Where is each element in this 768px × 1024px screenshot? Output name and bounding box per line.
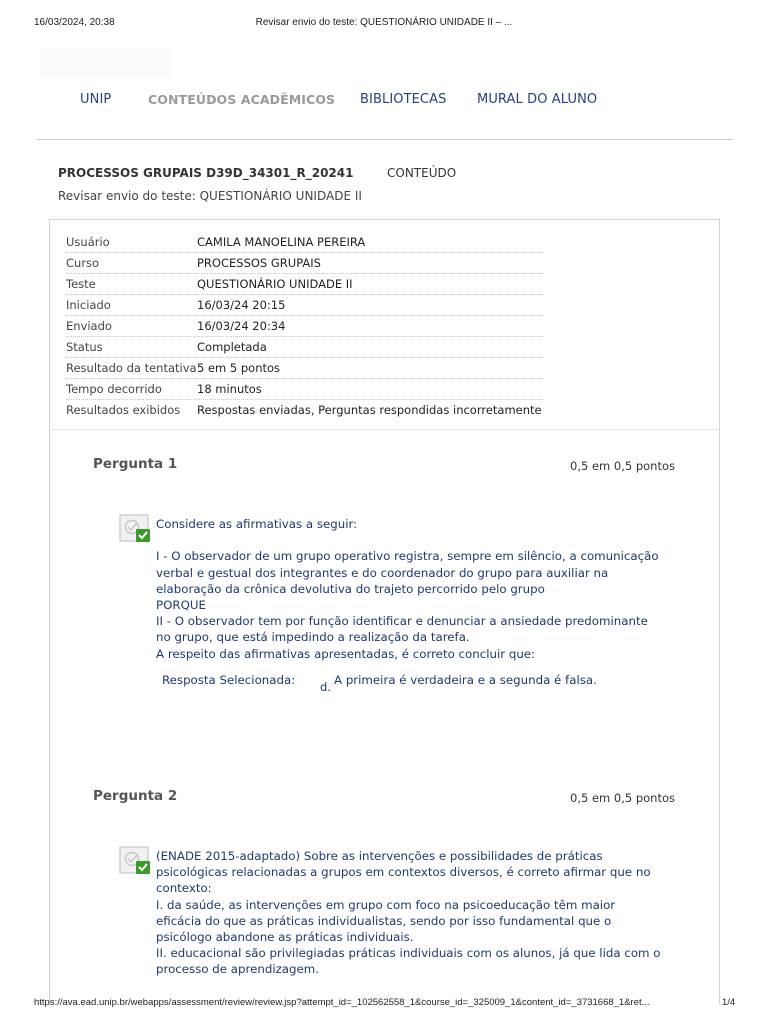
- info-label: Teste: [66, 277, 96, 291]
- review-panel: [49, 219, 720, 1004]
- main-nav: [0, 92, 768, 112]
- question-points: 0,5 em 0,5 pontos: [570, 459, 675, 473]
- question-2: [50, 788, 721, 1008]
- page-title: Revisar envio do teste: QUESTIONÁRIO UNIDADE II: [58, 189, 362, 203]
- info-row-resultado: [66, 358, 544, 379]
- course-breadcrumb[interactable]: PROCESSOS GRUPAIS D39D_34301_R_20241: [58, 166, 354, 180]
- info-value: CAMILA MANOELINA PEREIRA: [197, 235, 366, 249]
- print-url: https://ava.ead.unip.br/webapps/assessment/review/review.jsp?attempt_id=_102562558_1&course_id=_325009_1&content_id=_3731668_1&ret...: [34, 997, 650, 1008]
- info-value: 18 minutos: [197, 382, 262, 396]
- nav-link-conteudos-academicos[interactable]: CONTEÚDOS ACADÊMICOS: [148, 92, 336, 107]
- print-header: [0, 17, 768, 31]
- print-footer: [0, 997, 768, 1011]
- nav-link-bibliotecas[interactable]: BIBLIOTECAS: [360, 92, 447, 107]
- print-page-number: 1/4: [722, 997, 736, 1008]
- info-row-status: [66, 337, 544, 358]
- info-value: QUESTIONÁRIO UNIDADE II: [197, 277, 353, 291]
- info-row-enviado: [66, 316, 544, 337]
- info-row-resultados-exibidos: [66, 400, 544, 421]
- print-datetime: 16/03/2024, 20:38: [34, 17, 115, 28]
- info-value: Respostas enviadas, Perguntas respondidas incorretamente: [197, 403, 542, 417]
- question-title: Pergunta 1: [93, 456, 178, 472]
- question-text: Considere as afirmativas a seguir: I - O observador de um grupo operativo registra, sempre em silêncio, a comunicação verbal e gestual dos integrantes e do coordenador do grupo para auxiliar na elaboração da crônica devolutiva do trajeto percorrido pelo grupo PORQUE II - O observador tem por função identificar e denunciar a ansiedade predominante no grupo, que está impedindo a realização da tarefa. A respeito das afirmativas apresentadas, é correto concluir que:: [156, 517, 659, 661]
- question-title: Pergunta 2: [93, 788, 178, 804]
- info-row-curso: [66, 253, 544, 274]
- section-divider: [52, 429, 718, 430]
- info-row-usuario: [66, 232, 544, 253]
- print-page-title: Revisar envio do teste: QUESTIONÁRIO UNIDADE II – ...: [255, 17, 513, 28]
- correct-check-icon: [119, 846, 153, 876]
- nav-link-unip[interactable]: UNIP: [80, 92, 112, 107]
- answer-text: A primeira é verdadeira e a segunda é falsa.: [334, 673, 597, 687]
- question-text: (ENADE 2015-adaptado) Sobre as intervenções e possibilidades de práticas psicológicas relacionadas a grupos em contextos diversos, é correto afirmar que no contexto: I. da saúde, as intervenções em grupo com foco na psicoeducação têm maior eficácia do que as práticas individualistas, sendo por isso fundamental que o psicólogo abandone as práticas individuais. II. educacional são privilegiadas práticas individuais com os alunos, já que lida com o processo de aprendizagem.: [156, 849, 661, 977]
- info-label: Tempo decorrido: [66, 382, 162, 396]
- info-label: Curso: [66, 256, 100, 270]
- question-1: [50, 456, 721, 756]
- answer-selected-label: Resposta Selecionada:: [162, 673, 296, 687]
- info-label: Usuário: [66, 235, 110, 249]
- question-points: 0,5 em 0,5 pontos: [570, 791, 675, 805]
- info-label: Resultados exibidos: [66, 403, 181, 417]
- site-logo: [40, 48, 172, 78]
- info-value: 16/03/24 20:34: [197, 319, 286, 333]
- info-value: Completada: [197, 340, 267, 354]
- attempt-info-table: [66, 232, 544, 421]
- info-label: Enviado: [66, 319, 112, 333]
- info-value: 5 em 5 pontos: [197, 361, 281, 375]
- info-label: Iniciado: [66, 298, 111, 312]
- nav-link-mural-do-aluno[interactable]: MURAL DO ALUNO: [477, 92, 598, 107]
- content-breadcrumb[interactable]: CONTEÚDO: [387, 166, 457, 180]
- info-row-iniciado: [66, 295, 544, 316]
- info-value: 16/03/24 20:15: [197, 298, 286, 312]
- info-row-teste: [66, 274, 544, 295]
- nav-divider: [36, 139, 733, 140]
- info-row-tempo: [66, 379, 544, 400]
- correct-check-icon: [119, 514, 153, 544]
- answer-letter: d.: [320, 680, 331, 694]
- info-value: PROCESSOS GRUPAIS: [197, 256, 321, 270]
- info-label: Resultado da tentativa: [66, 361, 197, 375]
- info-label: Status: [66, 340, 103, 354]
